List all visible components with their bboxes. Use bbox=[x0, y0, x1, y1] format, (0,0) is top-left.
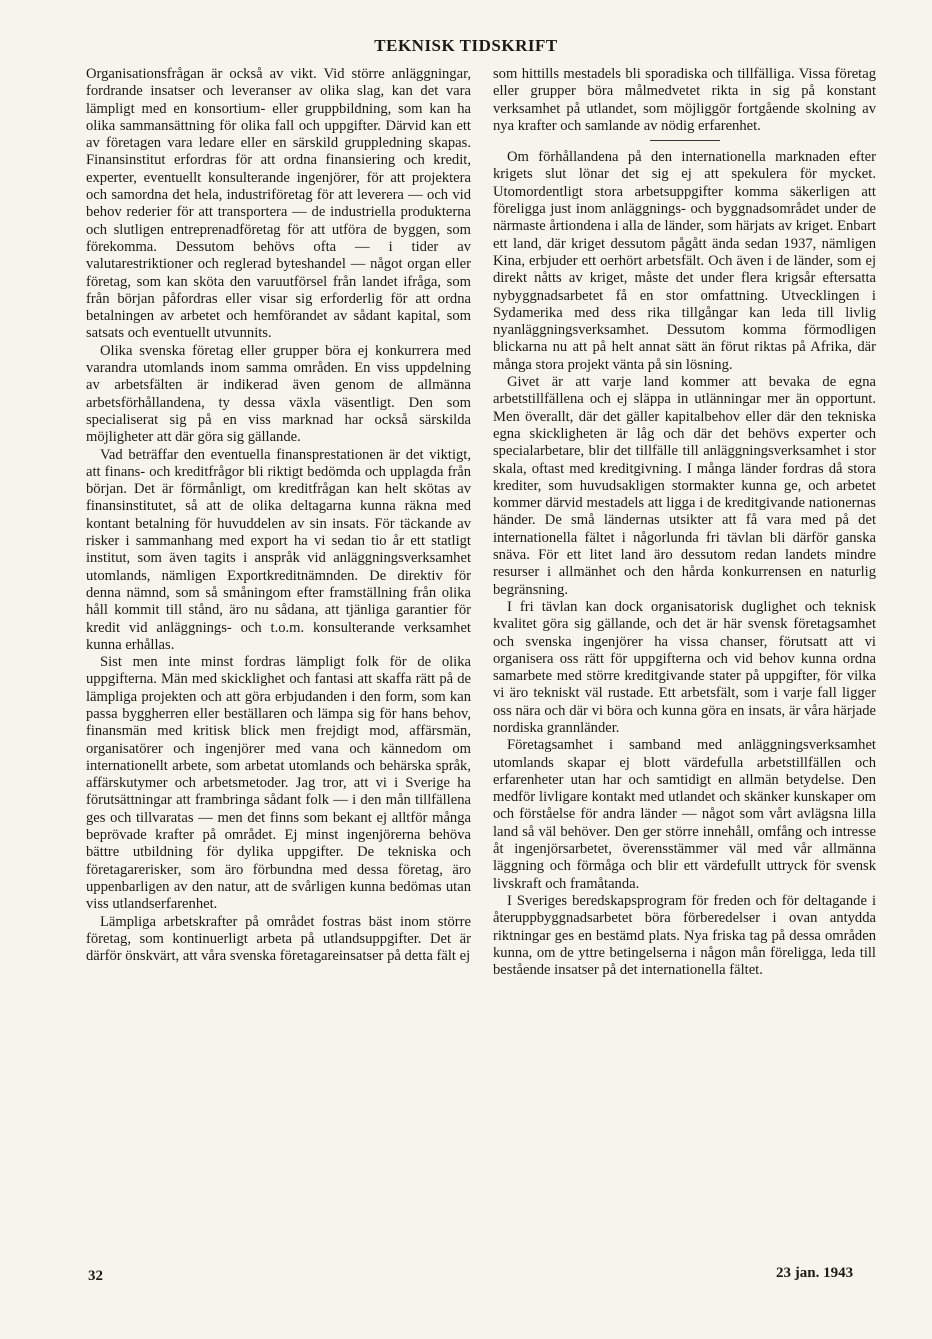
paragraph: Om förhållandena på den internationella marknaden efter krigets slut lönar det sig ej att spekulera för mycket. Utomordentligt stora arbetsuppgifter komma säkerligen att föreligga just inom anläggnings- och byggnadsområdet under de närmaste årtiondena i alla de länder, som härjats av kriget. Enbart ett land, där kriget dessutom pågått ända sedan 1937, nämligen Kina, erbjuder ett oerhört arbetsfält. Och även i de länder, som ej direkt nåtts av kriget, måste det under flera krigsår eftersatta nybyggnadsarbetet få en stor omfattning. Utvecklingen i Sydamerika med dess rika tillgångar kan leda till livlig nyanläggningsverksamhet. Dessutom komma förmodligen blickarna nu att på helt annat sätt än förut riktas på Afrika, där många stora projekt vänta på sin lösning. bbox=[493, 149, 876, 373]
issue-date: 23 jan. 1943 bbox=[776, 1265, 854, 1281]
paragraph: Sist men inte minst fordras lämpligt folk för de olika uppgifterna. Män med skicklighet och fantasi att skaffa rätt på de lämpliga projekten och att göra erbjudanden i den form, som kan passa byggherren eller beställaren och lämpa sig för hans behov, finansmän med kritisk blick men frejdigt mod, affärsmän, organisatörer och ingenjörer med vana och kännedom om internationellt arbete, som arbetat utomlands och behärska språk, affärskutymer och arbetsmetoder. Jag tror, att vi i Sverige ha förutsättningar att frambringa sådant folk — i den mån tillfällena ges och tillvaratas — men det finns som bekant ej alltför många beprövade krafter på området. Ej minst ingenjörerna behöva bättre utbildning för dylika uppgifter. De tekniska och företagarerisker, som äro förbundna med dessa företag, äro uppenbarligen av den natur, att de svårligen kunna bedömas utan viss utlandserfarenhet. bbox=[86, 654, 471, 913]
paragraph: Företagsamhet i samband med anläggningsverksamhet utomlands skapar ej blott värdefulla arbetstillfällen och erfarenheter utan har och samtidigt en allmän betydelse. Den medför livligare kontakt med utlandet och skänker kunskaper om och förståelse för andra länder — något som vårt avlägsna lilla land så väl behöver. Den ger större innehåll, omfång och intresse åt ingenjörsarbetet, överensstämmer väl med vår allmänna läggning och förmåga och blir ett värdefullt uttryck för svensk livskraft och framåtanda. bbox=[493, 737, 876, 892]
journal-title: TEKNISK TIDSKRIFT bbox=[374, 36, 558, 55]
page-number: 32 bbox=[88, 1268, 103, 1284]
paragraph: Lämpliga arbetskrafter på området fostras bäst inom större företag, som kontinuerligt arbeta på utlandsuppgifter. Det är därför önskvärt, att våra svenska företagareinsatser på detta fält ej bbox=[86, 913, 471, 965]
paragraph: Organisationsfrågan är också av vikt. Vid större anläggningar, fordrande insatser och leveranser av olika slag, kan det vara lämpligt med en konsortium- eller gruppbildning, som kan ha olika sammansättning för olika fall och uppgifter. Därvid kan ett av företagen vara ledare eller en särskild gruppledning skapas. Finansinstitut erfordras för att ordna finansiering och kredit, experter, eventuellt konsulterande ingenjörer, för att projektera och samordna det hela, industriföretag för att leverera — och vid behov rederier för att transportera — de industriella produkterna och slutligen entreprenadföretag för att utföra de byggen, som förekomma. Dessutom behövs ofta — i tider av valutarestriktioner och reglerad byteshandel — något organ eller företag, som kan sköta den varuutförsel från landet ifråga, som från början påfordras eller visar sig erforderlig för att ordna betalningen av arbetet och hemförandet av sådant kapital, som satsats och eventuellt utvunnits. bbox=[86, 66, 471, 342]
section-divider bbox=[650, 140, 720, 141]
paragraph: I Sveriges beredskapsprogram för freden och för deltagande i återuppbyggnadsarbetet böra förberedelser i ovan antydda riktningar ges en bestämd plats. Nya friska tag på dessa områden kunna, om de yttre betingelserna i någon mån föreligga, leda till bestående insatser på det internationella fältet. bbox=[493, 892, 876, 979]
paragraph: Vad beträffar den eventuella finansprestationen är det viktigt, att finans- och kreditfrågor bli riktigt bedömda och upplagda från början. Det är förmånligt, om kreditfrågan kan helt skötas av finansinstitutet, så att de olika deltagarna kunna räkna med kontant betalning för huvuddelen av sin insats. För täckande av risker i sammanhang med export ha vi sedan tio år ett statligt institut, som även tagits i anspråk vid anläggningsverksamhet utomlands, nämligen Exportkreditnämnden. De direktiv för denna nämnd, som så småningom efter framställning från olika håll kommit till stånd, äro nu sådana, att tjänliga garantier för kredit vid anläggnings- och t.o.m. konsulterande verksamhet kunna erhållas. bbox=[86, 446, 471, 653]
paragraph: I fri tävlan kan dock organisatorisk duglighet och teknisk kvalitet göra sig gällande, och det är här svensk företagsamhet och svenska ingenjörer ha vissa chanser, förutsatt att vi organisera oss rätt för uppgifterna och vid behov kunna ordna samarbete med större kreditgivande stater på uppgifter, för vilka vi äro tekniskt väl rustade. Ett arbetsfält, som i varje fall ligger oss nära och där vi böra och kunna göra en insats, är våra härjade nordiska grannländer. bbox=[493, 598, 876, 736]
left-column bbox=[86, 66, 471, 965]
paragraph: som hittills mestadels bli sporadiska och tillfälliga. Vissa företag eller grupper böra målmedvetet rikta in sig på konstant verksamhet på utlandet, som möjliggör fortgående skolning av nya krafter och samlande av nödig erfarenhet. bbox=[493, 66, 876, 134]
paragraph: Olika svenska företag eller grupper böra ej konkurrera med varandra utomlands inom samma områden. En viss uppdelning av arbetsfälten är indikerad även genom de allmänna arbetsförhållandena, ty dessa växla väsentligt. Den som specialiserat sig på en viss marknad har också särskilda möjligheter att där göra sig gällande. bbox=[86, 342, 471, 446]
right-column bbox=[493, 66, 876, 979]
paragraph: Givet är att varje land kommer att bevaka de egna arbetstillfällena och ej släppa in utlänningar mer än opportunt. Men överallt, där det gäller kapitalbehov eller där den tekniska egna skickligheten är låg och där det behövs experter och specialarbetare, blir det tillfälle till anläggningsverksamhet i stor skala, oftast med kreditgivning. I många länder fordras då stora krediter, som huvudsakligen stormakter kunna ge, och arbetet kommer därvid mestadels att ligga i de kreditgivande nationernas händer. De små ländernas utsikter att få vara med på det internationella fältet i någorlunda fri tävlan bli därför ganska snäva. För ett litet land äro dessutom redan landets mindre resurser i allmänhet och den hårda konkurrensen en naturlig begränsning. bbox=[493, 374, 876, 598]
